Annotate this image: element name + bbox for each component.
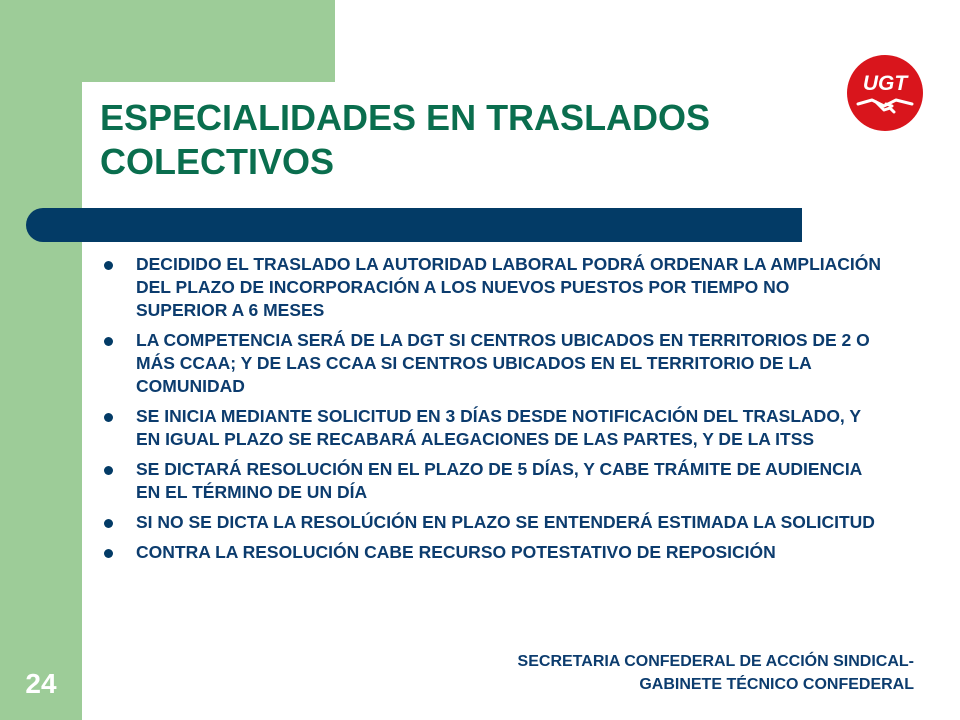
bullet-list (104, 253, 884, 571)
bullet-icon (104, 261, 113, 270)
footer-line-2: GABINETE TÉCNICO CONFEDERAL (639, 676, 914, 693)
footer (394, 650, 914, 696)
bullet-text: LA COMPETENCIA SERÁ DE LA DGT SI CENTROS UBICADOS EN TERRITORIOS DE 2 O MÁS CCAA; Y DE LAS CCAA SI CENTROS UBICADOS EN EL TERRITORIO DE LA COMUNIDAD (136, 330, 870, 396)
green-band-top (0, 0, 335, 82)
slide-title: ESPECIALIDADES EN TRASLADOS COLECTIVOS (100, 97, 711, 182)
list-item (104, 253, 884, 322)
bullet-icon (104, 413, 113, 422)
bullet-icon (104, 466, 113, 475)
title-underline-bar (26, 208, 802, 242)
ugt-logo (846, 54, 924, 132)
footer-line-1: SECRETARIA CONFEDERAL DE ACCIÓN SINDICAL- (517, 653, 914, 670)
bullet-text: SE DICTARÁ RESOLUCIÓN EN EL PLAZO DE 5 DÍAS, Y CABE TRÁMITE DE AUDIENCIA EN EL TÉRMINO DE UN DÍA (136, 459, 862, 502)
list-item (104, 329, 884, 398)
bullet-text: SI NO SE DICTA LA RESOLÚCIÓN EN PLAZO SE ENTENDERÁ ESTIMADA LA SOLICITUD (136, 512, 875, 532)
list-item (104, 458, 884, 504)
bullet-text: SE INICIA MEDIANTE SOLICITUD EN 3 DÍAS DESDE NOTIFICACIÓN DEL TRASLADO, Y EN IGUAL PLAZO SE RECABARÁ ALEGACIONES DE LAS PARTES, Y DE LA ITSS (136, 406, 861, 449)
list-item (104, 405, 884, 451)
bullet-icon (104, 549, 113, 558)
page-number: 24 (25, 668, 57, 699)
list-item (104, 541, 884, 564)
green-band-left (0, 0, 82, 720)
bullet-icon (104, 337, 113, 346)
bullet-text: DECIDIDO EL TRASLADO LA AUTORIDAD LABORAL PODRÁ ORDENAR LA AMPLIACIÓN DEL PLAZO DE INCORPORACIÓN A LOS NUEVOS PUESTOS POR TIEMPO NO SUPERIOR A 6 MESES (136, 254, 882, 320)
bullet-text: CONTRA LA RESOLUCIÓN CABE RECURSO POTESTATIVO DE REPOSICIÓN (136, 542, 776, 562)
list-item (104, 511, 884, 534)
bullet-icon (104, 519, 113, 528)
logo-text: UGT (862, 72, 908, 95)
